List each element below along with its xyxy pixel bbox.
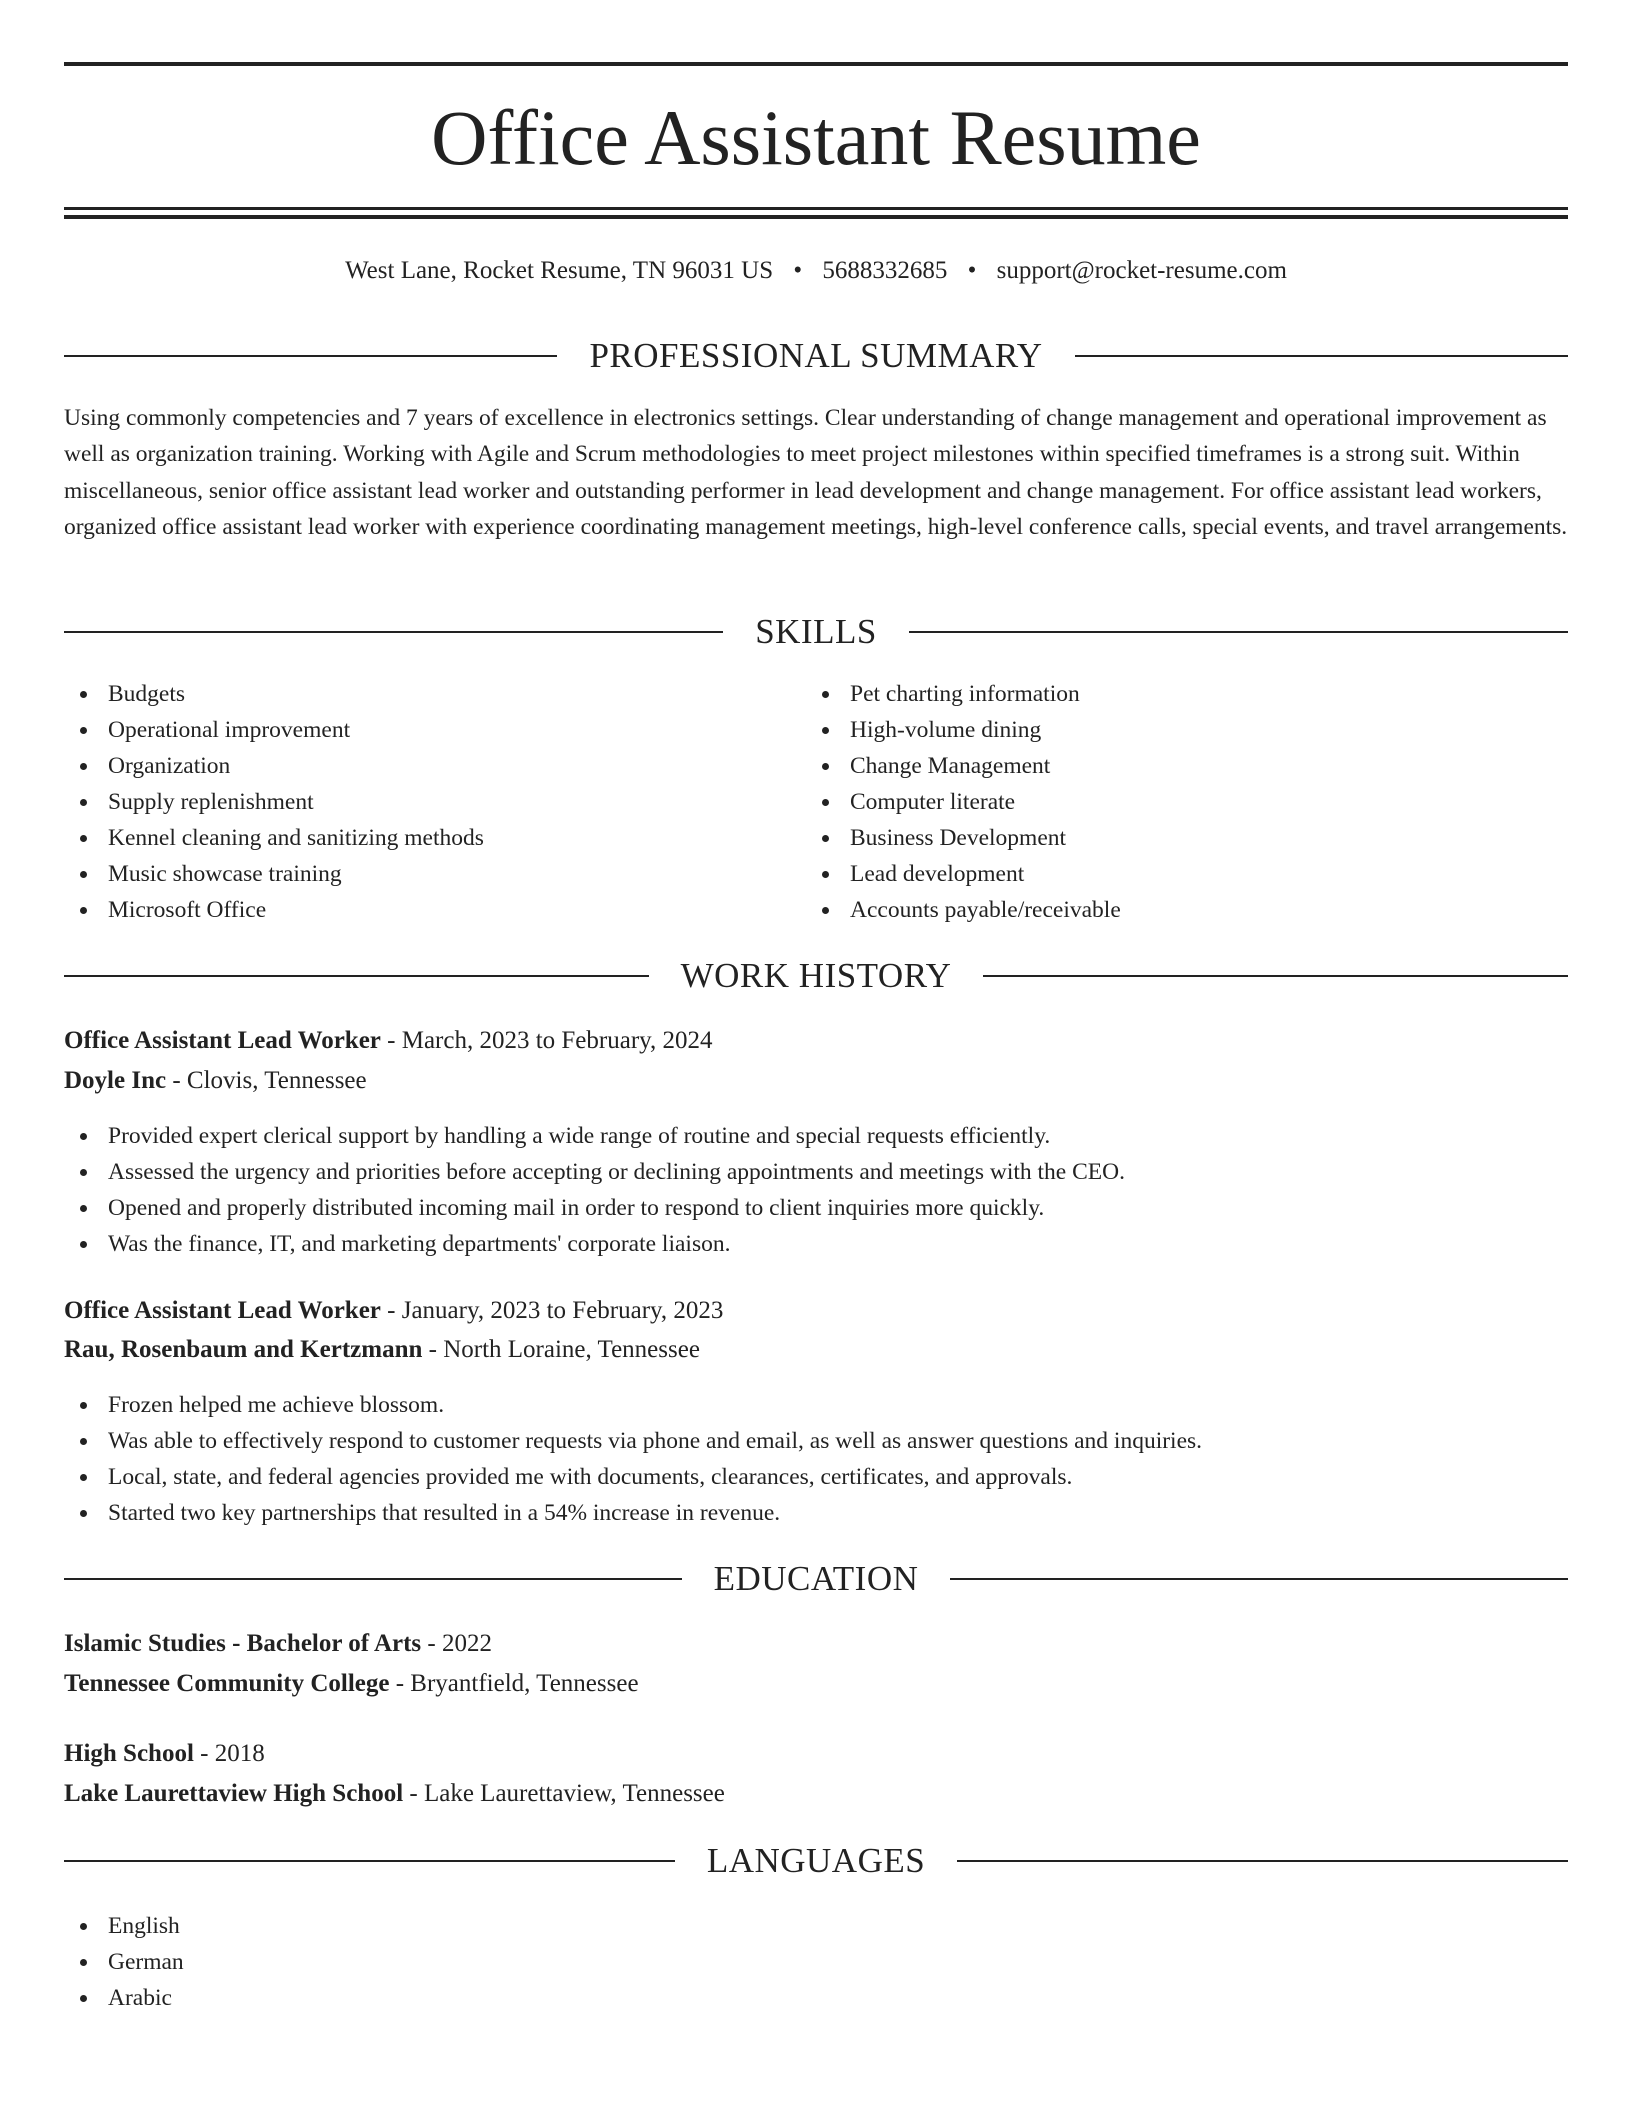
skills-list-left [64,676,804,928]
job-title: Office Assistant Lead Worker [64,1297,381,1324]
job-dates: - March, 2023 to February, 2024 [380,1027,713,1054]
job-company: Doyle Inc [64,1067,167,1094]
education-year: - 2018 [193,1740,265,1767]
education-degree-line [64,1627,492,1661]
education-location: - Bryantfield, Tennessee [389,1670,639,1697]
job-bullet: Provided expert clerical support by handling a wide range of routine and special requests efficiently. [64,1118,1568,1154]
section-title: EDUCATION [713,1559,919,1598]
summary-paragraph: Using commonly competencies and 7 years of excellence in electronics settings. Clear understanding of change management and operational improvement as well as organization training. Working with Agile and Scrum methodologies to meet project milestones within specified timeframes is a strong suit. Within miscellaneous, senior office assistant lead worker and outstanding performer in lead development and change management. For office assistant lead workers, organized office assistant lead worker with experience coordinating management meetings, high-level conference calls, special events, and travel arrangements. [64,405,1568,541]
job-location: - North Loraine, Tennessee [422,1336,700,1363]
skill-item: Lead development [806,856,1546,892]
divider-line [64,355,557,357]
contact-separator: • [793,257,803,284]
job-dates: - January, 2023 to February, 2023 [380,1297,724,1324]
job-bullets [64,1118,1568,1262]
skills-list-right [806,676,1546,928]
contact-email: support@rocket-resume.com [996,257,1287,284]
language-item: Arabic [64,1980,1568,2016]
contact-address: West Lane, Rocket Resume, TN 96031 US [345,257,774,284]
skill-item: Microsoft Office [64,892,804,928]
language-item: German [64,1944,1568,1980]
divider-line [909,631,1568,633]
header-rule-upper [64,207,1568,210]
skill-item: Business Development [806,820,1546,856]
divider-line [64,1860,675,1862]
job-bullet: Frozen helped me achieve blossom. [64,1387,1568,1423]
section-title: WORK HISTORY [680,956,952,995]
section-title: LANGUAGES [706,1841,926,1880]
section-heading-work [64,954,1568,998]
divider-line [64,975,649,977]
skill-item: Supply replenishment [64,784,804,820]
job-bullet: Opened and properly distributed incoming mail in order to respond to client inquiries more quickly. [64,1190,1568,1226]
divider-line [957,1860,1568,1862]
job-title: Office Assistant Lead Worker [64,1027,381,1054]
education-school: Lake Laurettaview High School [64,1780,404,1807]
contact-separator: • [967,257,977,284]
section-heading-education [64,1557,1568,1601]
language-item: English [64,1908,1568,1944]
skill-item: Budgets [64,676,804,712]
education-year: - 2022 [421,1630,492,1657]
job-location: - Clovis, Tennessee [166,1067,367,1094]
job-bullet: Was the finance, IT, and marketing departments' corporate liaison. [64,1226,1568,1262]
education-school-line [64,1777,725,1811]
skill-item: Music showcase training [64,856,804,892]
header-top-rule [64,62,1568,66]
page-title: Office Assistant Resume [431,94,1201,181]
job-bullet: Assessed the urgency and priorities before accepting or declining appointments and meetings with the CEO. [64,1154,1568,1190]
skill-item: Change Management [806,748,1546,784]
contact-phone: 5688332685 [822,257,948,284]
header-rule-lower [64,215,1568,219]
languages-list [64,1908,1568,2016]
section-heading-languages [64,1839,1568,1883]
job-bullet: Was able to effectively respond to customer requests via phone and email, as well as answer questions and inquiries. [64,1423,1568,1459]
job-bullets [64,1387,1568,1531]
education-degree: Islamic Studies - Bachelor of Arts [64,1630,422,1657]
divider-line [64,1578,682,1580]
skill-item: Computer literate [806,784,1546,820]
skill-item: High-volume dining [806,712,1546,748]
education-location: - Lake Laurettaview, Tennessee [403,1780,725,1807]
skill-item: Organization [64,748,804,784]
job-company-line [64,1333,700,1367]
contact-line [64,254,1568,288]
job-title-line [64,1024,713,1058]
job-bullet: Started two key partnerships that resulted in a 54% increase in revenue. [64,1495,1568,1531]
job-bullet: Local, state, and federal agencies provided me with documents, clearances, certificates, and approvals. [64,1459,1568,1495]
skill-item: Kennel cleaning and sanitizing methods [64,820,804,856]
skill-item: Accounts payable/receivable [806,892,1546,928]
section-heading-summary [64,334,1568,378]
education-school-line [64,1667,639,1701]
education-degree-line [64,1737,265,1771]
section-heading-skills [64,610,1568,654]
divider-line [64,631,723,633]
education-degree: High School [64,1740,194,1767]
skill-item: Pet charting information [806,676,1546,712]
divider-line [983,975,1568,977]
section-title: SKILLS [755,612,877,651]
skill-item: Operational improvement [64,712,804,748]
section-title: PROFESSIONAL SUMMARY [589,336,1043,375]
job-title-line [64,1294,723,1328]
job-company: Rau, Rosenbaum and Kertzmann [64,1336,423,1363]
divider-line [950,1578,1568,1580]
divider-line [1075,355,1568,357]
education-school: Tennessee Community College [64,1670,390,1697]
job-company-line [64,1064,367,1098]
